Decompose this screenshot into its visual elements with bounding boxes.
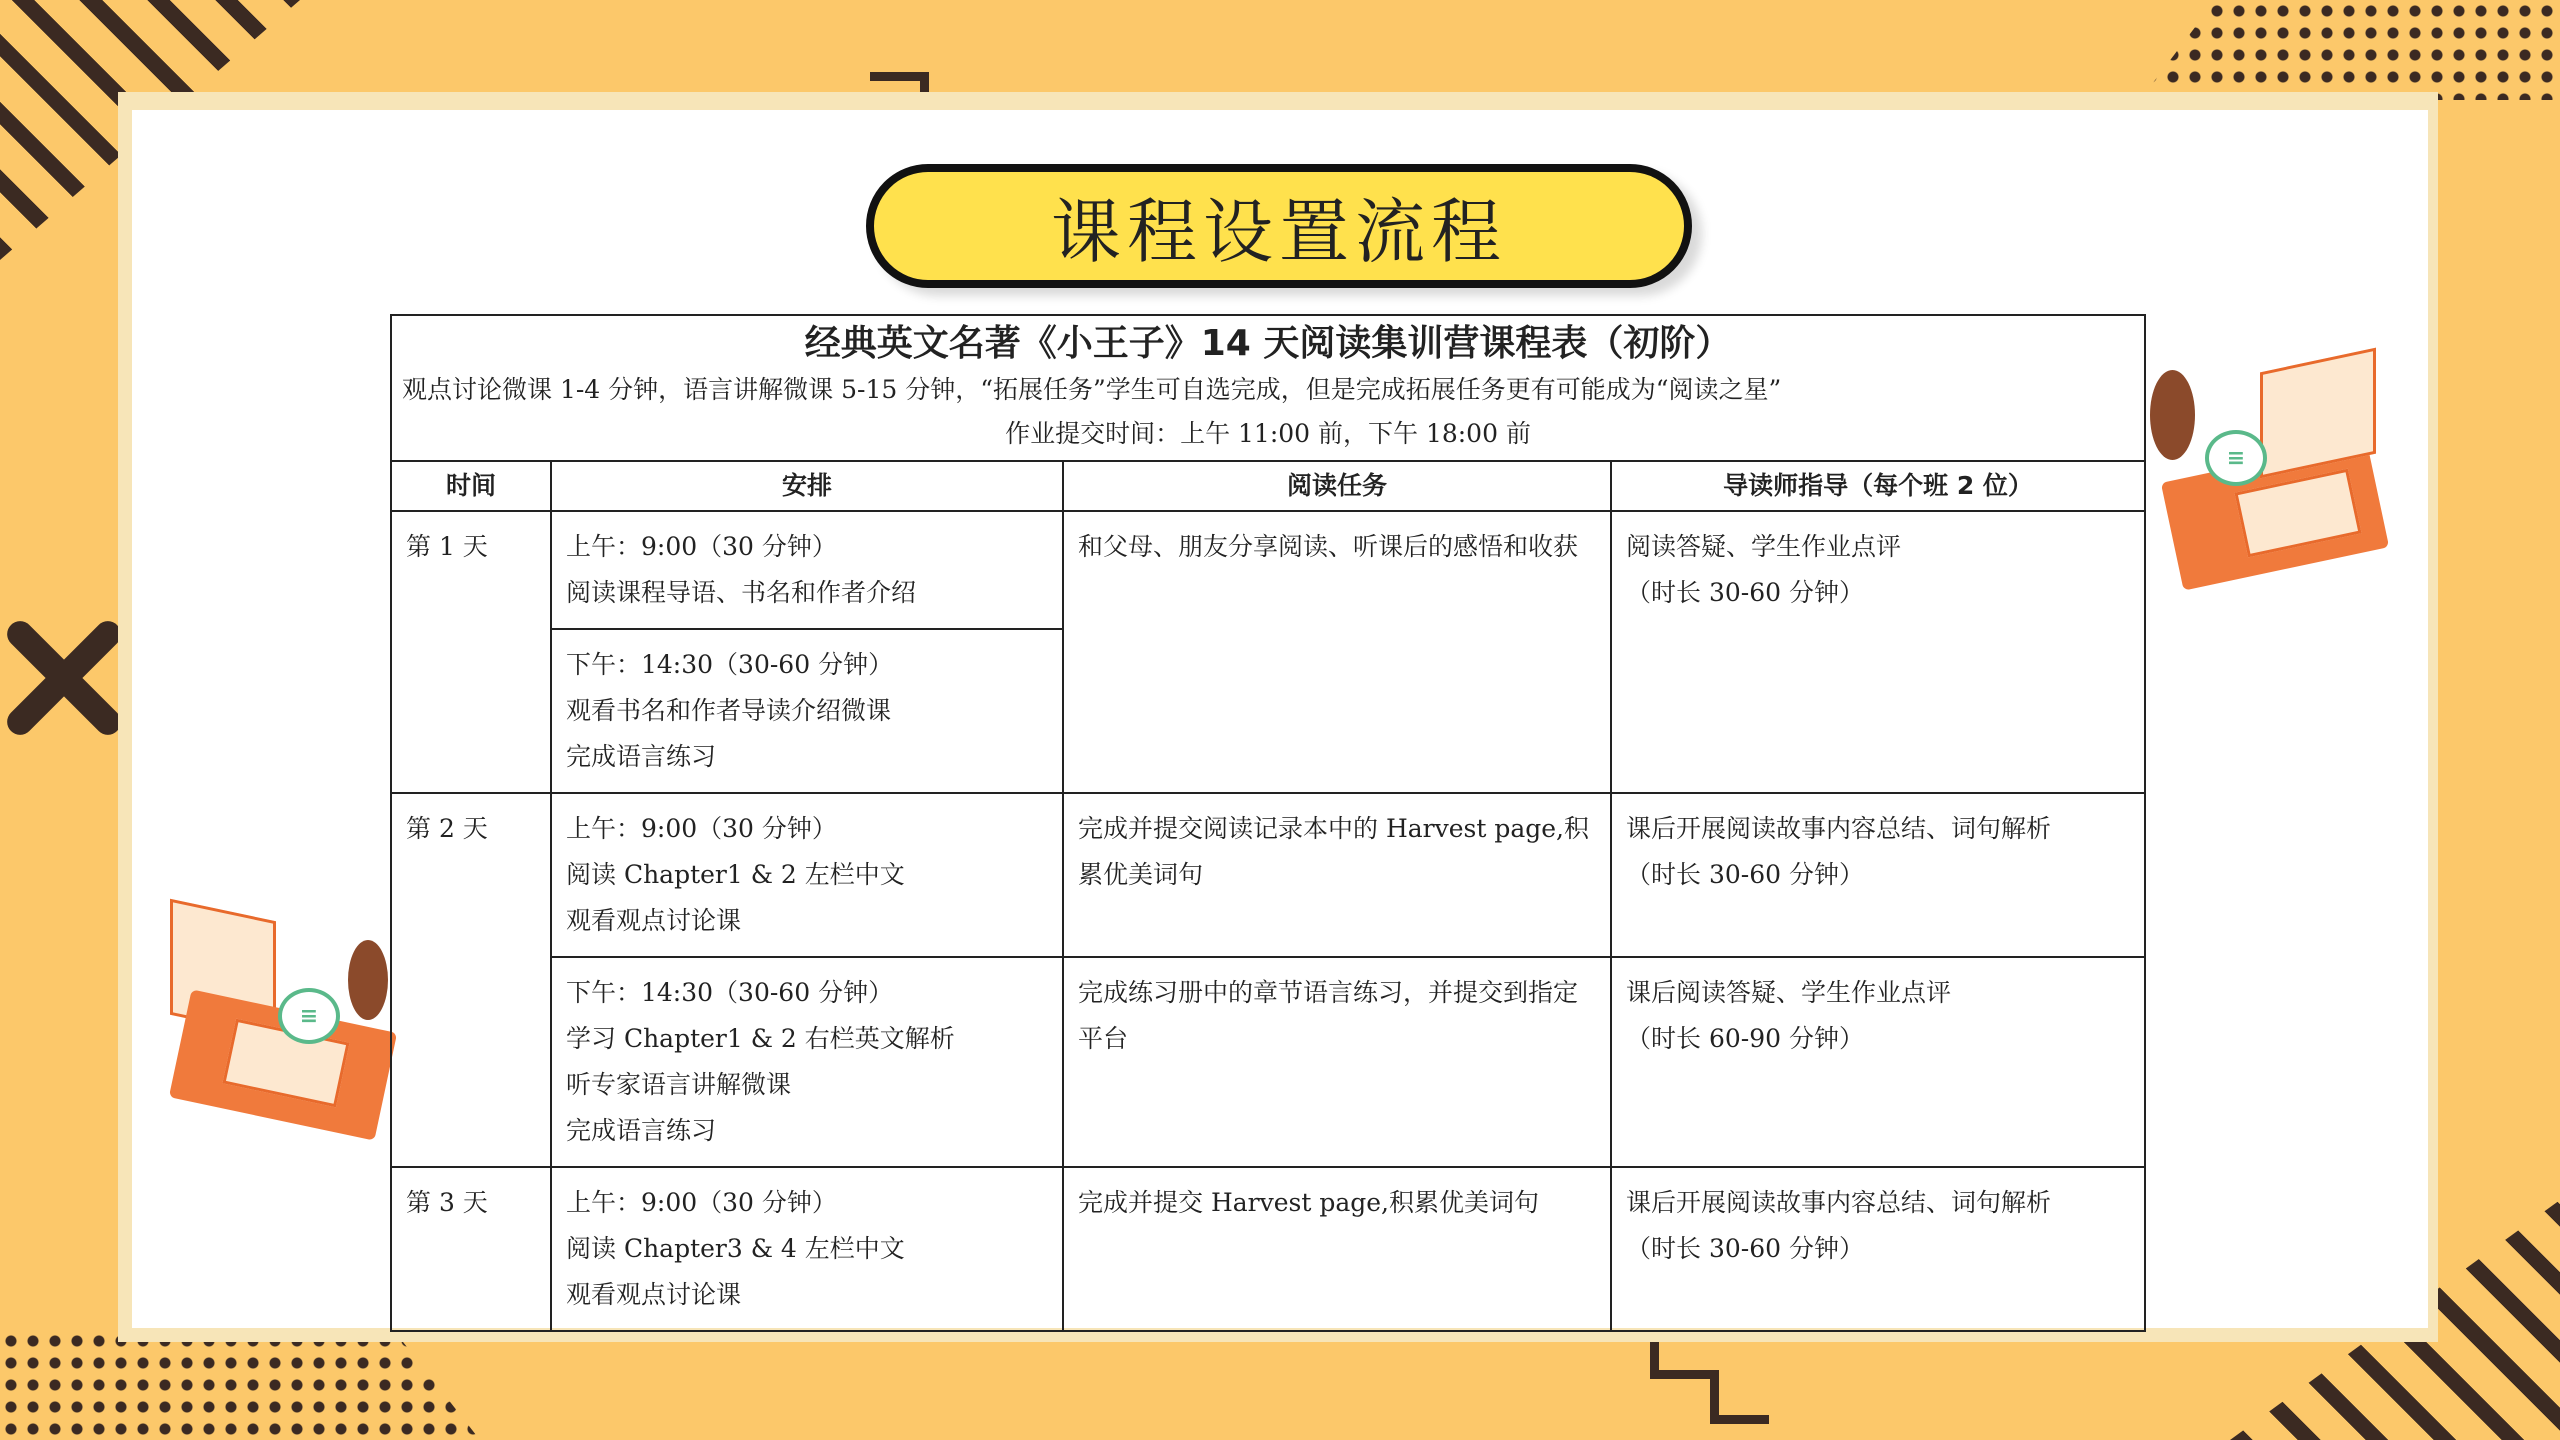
guide-line: 课后开展阅读故事内容总结、词句解析 xyxy=(1626,814,2052,843)
child-head xyxy=(348,940,388,1020)
page-title: 课程设置流程 xyxy=(1051,190,1507,273)
decor-dots-top-right xyxy=(2140,0,2560,100)
table-header-block xyxy=(391,315,2145,461)
reading-task: 和父母、朋友分享阅读、听课后的感悟和收获 xyxy=(1063,511,1611,793)
schedule-line: 观看观点讨论课 xyxy=(566,1280,742,1309)
schedule-line: 完成语言练习 xyxy=(566,742,717,771)
decor-bracket-bottom xyxy=(1650,1330,1770,1410)
schedule-line: 学习 Chapter1 & 2 右栏英文解析 xyxy=(566,1024,955,1053)
day-label: 第 1 天 xyxy=(391,511,551,793)
table-row xyxy=(391,957,2145,1167)
guide-line: （时长 30-60 分钟） xyxy=(1626,860,1864,889)
guide-line: 阅读答疑、学生作业点评 xyxy=(1626,532,1902,561)
guide-line: （时长 30-60 分钟） xyxy=(1626,1234,1864,1263)
schedule-line: 听专家语言讲解微课 xyxy=(566,1070,792,1099)
col-header-guide: 导读师指导（每个班 2 位） xyxy=(1611,461,2145,511)
guide-cell xyxy=(1611,957,2145,1167)
reading-illustration-left xyxy=(168,900,388,1160)
table-note: 观点讨论微课 1-4 分钟，语言讲解微课 5-15 分钟，“拓展任务”学生可自选完成，但是完成拓展任务更有可能成为“阅读之星” xyxy=(402,375,1782,404)
schedule-line: 上午：9:00（30 分钟） xyxy=(566,1188,837,1217)
schedule-line: 上午：9:00（30 分钟） xyxy=(566,532,837,561)
table-title: 经典英文名著《小王子》14 天阅读集训营课程表（初阶） xyxy=(804,323,1732,364)
schedule-pm xyxy=(551,629,1063,793)
schedule-am xyxy=(551,793,1063,957)
day-label: 第 2 天 xyxy=(391,793,551,1167)
guide-cell xyxy=(1611,1167,2145,1331)
day-label: 第 3 天 xyxy=(391,1167,551,1331)
col-header-task: 阅读任务 xyxy=(1063,461,1611,511)
schedule-line: 观看书名和作者导读介绍微课 xyxy=(566,696,892,725)
decor-x-icon xyxy=(6,620,121,735)
guide-cell xyxy=(1611,793,2145,957)
guide-line: 课后阅读答疑、学生作业点评 xyxy=(1626,978,1952,1007)
schedule-line: 下午：14:30（30-60 分钟） xyxy=(566,650,894,679)
table-row xyxy=(391,793,2145,957)
reading-task: 完成并提交 Harvest page,积累优美词句 xyxy=(1063,1167,1611,1331)
guide-line: （时长 60-90 分钟） xyxy=(1626,1024,1864,1053)
schedule-line: 下午：14:30（30-60 分钟） xyxy=(566,978,894,1007)
child-head xyxy=(2150,370,2195,460)
table-title-cell xyxy=(391,315,2145,461)
schedule-am xyxy=(551,511,1063,629)
submit-time: 作业提交时间：上午 11:00 前，下午 18:00 前 xyxy=(1005,419,1531,448)
schedule-pm xyxy=(551,957,1063,1167)
guide-line: 课后开展阅读故事内容总结、词句解析 xyxy=(1626,1188,2052,1217)
schedule-line: 阅读课程导语、书名和作者介绍 xyxy=(566,578,917,607)
column-header-row xyxy=(391,461,2145,511)
course-schedule-table xyxy=(390,314,2146,1332)
reading-task: 完成并提交阅读记录本中的 Harvest page,积累优美词句 xyxy=(1063,793,1611,957)
schedule-line: 观看观点讨论课 xyxy=(566,906,742,935)
col-header-schedule: 安排 xyxy=(551,461,1063,511)
reading-illustration-right xyxy=(2150,340,2390,600)
guide-line: （时长 30-60 分钟） xyxy=(1626,578,1864,607)
chat-bubble-icon: ≡ xyxy=(2205,430,2267,486)
guide-cell xyxy=(1611,511,2145,793)
col-header-time: 时间 xyxy=(391,461,551,511)
schedule-line: 阅读 Chapter3 & 4 左栏中文 xyxy=(566,1234,905,1263)
schedule-am xyxy=(551,1167,1063,1331)
schedule-line: 上午：9:00（30 分钟） xyxy=(566,814,837,843)
schedule-line: 阅读 Chapter1 & 2 左栏中文 xyxy=(566,860,905,889)
decor-dots-bottom-left xyxy=(0,1330,480,1440)
page-title-pill xyxy=(866,164,1692,288)
schedule-line: 完成语言练习 xyxy=(566,1116,717,1145)
table-row xyxy=(391,511,2145,629)
chat-bubble-icon: ≡ xyxy=(278,988,340,1044)
reading-task: 完成练习册中的章节语言练习，并提交到指定平台 xyxy=(1063,957,1611,1167)
table-row xyxy=(391,1167,2145,1331)
